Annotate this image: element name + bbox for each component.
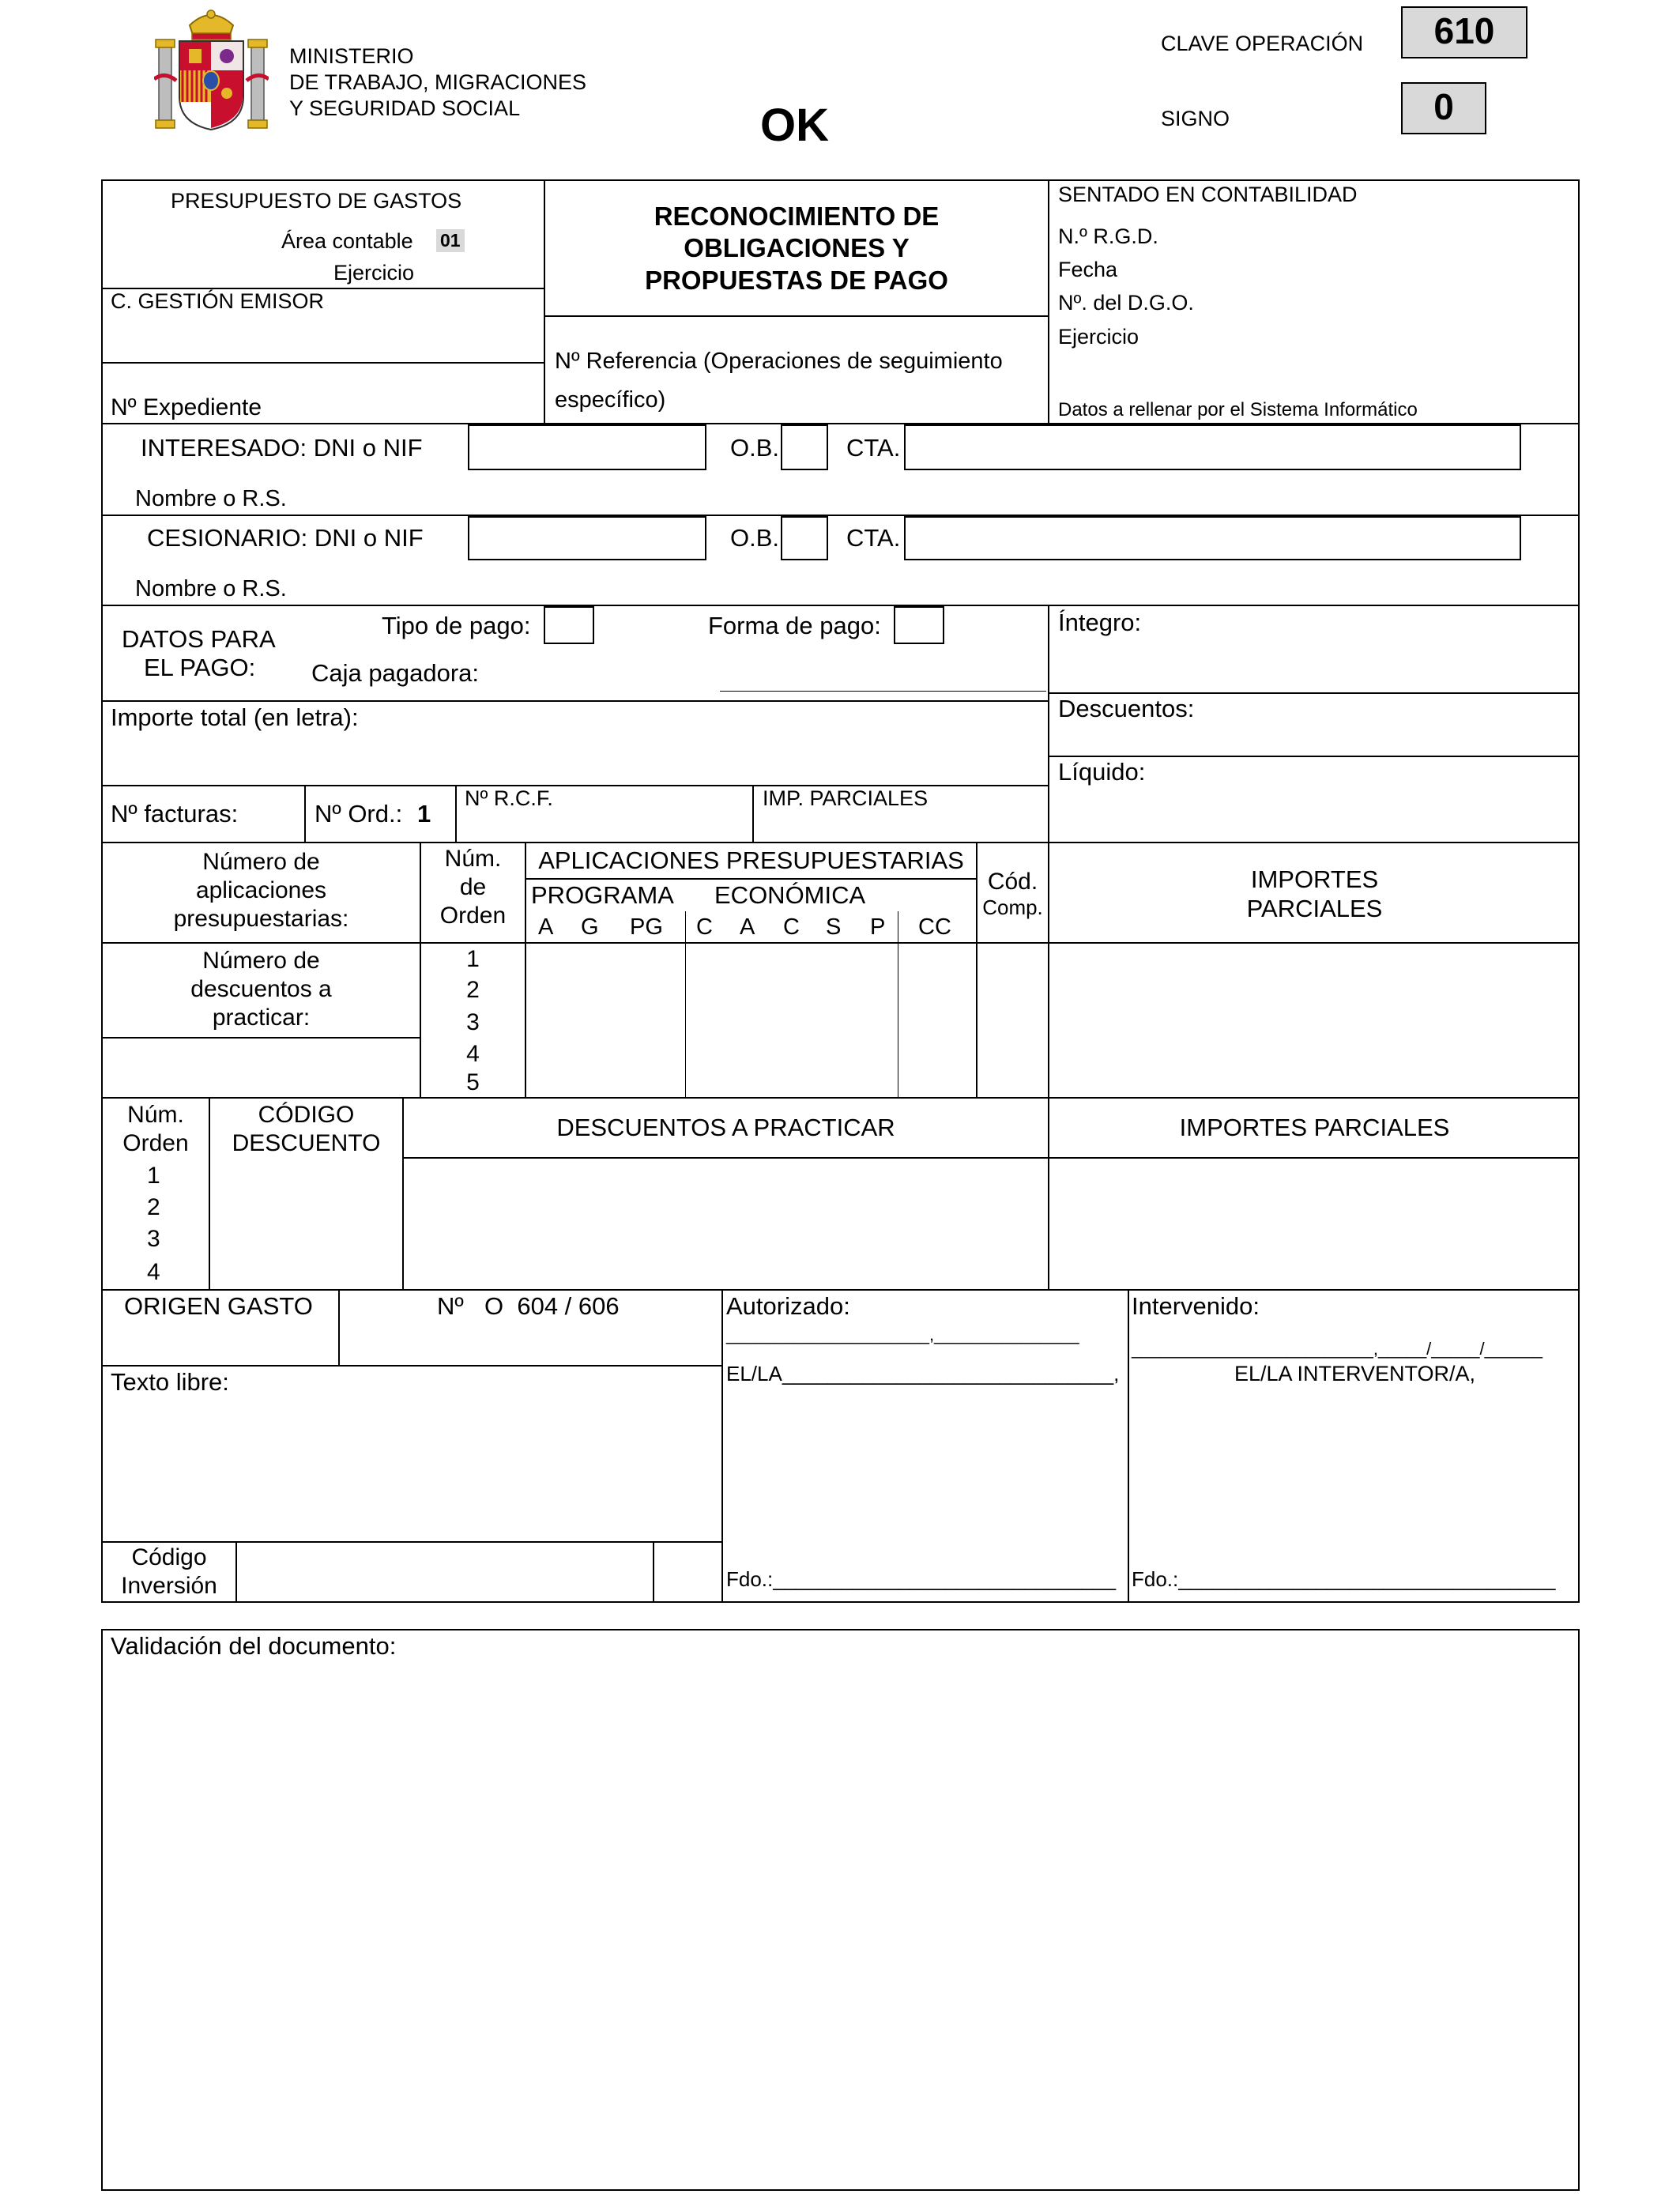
codigo-descuento-label: CÓDIGO DESCUENTO xyxy=(232,1102,381,1156)
col-pg: PG xyxy=(630,914,663,940)
origen-gasto-label: ORIGEN GASTO xyxy=(124,1292,313,1320)
divider xyxy=(685,911,686,1099)
cesionario-dni-input[interactable] xyxy=(468,516,706,560)
col-cc: CC xyxy=(918,914,951,940)
clave-label: CLAVE OPERACIÓN xyxy=(1161,32,1364,55)
num-descuentos-label: Número de descuentos a practicar: xyxy=(190,948,332,1031)
codigo-inversion-label: Código Inversión xyxy=(121,1544,217,1599)
programa-label: PROGRAMA xyxy=(531,881,674,909)
form-title-line-3: PROPUESTAS DE PAGO xyxy=(645,266,948,295)
divider xyxy=(525,842,526,1099)
divider xyxy=(101,1037,420,1039)
signo-value: 0 xyxy=(1401,82,1486,134)
liquido-label: Líquido: xyxy=(1058,758,1146,786)
divider xyxy=(455,785,457,843)
no-label: Nº xyxy=(437,1292,464,1320)
no-value: O 604 / 606 xyxy=(484,1292,620,1320)
aplicaciones-header: APLICACIONES PRESUPUESTARIAS xyxy=(538,846,964,874)
imp-parciales-label: IMP. PARCIALES xyxy=(763,786,929,810)
interesado-cta-label: CTA. xyxy=(846,434,901,462)
aplic-row-5: 5 xyxy=(466,1069,480,1095)
cesionario-cta-label: CTA. xyxy=(846,524,901,552)
cesionario-cta-input[interactable] xyxy=(904,516,1521,560)
num-orden-label: Núm. de Orden xyxy=(439,846,507,929)
desc-importes-label: IMPORTES PARCIALES xyxy=(1179,1114,1450,1141)
forma-pago-label: Forma de pago: xyxy=(708,612,881,639)
clave-value: 610 xyxy=(1401,6,1527,58)
cesionario-ob-input[interactable] xyxy=(781,516,828,560)
divider xyxy=(235,1541,237,1603)
divider xyxy=(101,1541,721,1543)
texto-libre-label: Texto libre: xyxy=(111,1368,229,1396)
caja-pagadora-label: Caja pagadora: xyxy=(311,659,479,687)
col-a: A xyxy=(538,914,554,940)
desc-row-1: 1 xyxy=(147,1163,160,1189)
intervenido-line[interactable]: _________________________,_____/_____/______ xyxy=(1132,1339,1543,1359)
num-aplicaciones-label: Número de aplicaciones presupuestarias: xyxy=(173,849,349,932)
area-contable-label: Área contable xyxy=(281,229,413,253)
ejercicio-label: Ejercicio xyxy=(333,261,415,285)
ejercicio-2-label: Ejercicio xyxy=(1058,325,1139,349)
facturas-label: Nº facturas: xyxy=(111,800,239,827)
presupuesto-label: PRESUPUESTO DE GASTOS xyxy=(171,189,462,213)
caja-pagadora-line[interactable] xyxy=(720,691,1046,692)
gestion-emisor-label: C. GESTIÓN EMISOR xyxy=(111,289,325,313)
fdo-autorizado[interactable]: Fdo.:______________________________ xyxy=(726,1567,1117,1591)
datos-pago-label-1: DATOS PARA xyxy=(122,625,276,653)
divider xyxy=(653,1541,654,1603)
divider xyxy=(101,362,544,364)
form-title-line-2: OBLIGACIONES Y xyxy=(684,233,910,262)
interventor-label: EL/LA INTERVENTOR/A, xyxy=(1234,1362,1476,1385)
area-contable-value: 01 xyxy=(436,229,465,252)
col-g: G xyxy=(581,914,599,940)
el-la-label[interactable]: EL/LA_____________________________, xyxy=(726,1362,1120,1385)
desc-row-4: 4 xyxy=(147,1259,160,1285)
divider xyxy=(721,1289,723,1603)
col-c2: C xyxy=(783,914,800,940)
divider xyxy=(101,700,1048,702)
col-a2: A xyxy=(740,914,755,940)
datos-sistema-label: Datos a rellenar por el Sistema Informático xyxy=(1058,399,1418,420)
descuentos-header: DESCUENTOS A PRACTICAR xyxy=(556,1114,895,1141)
comp-label: Comp. xyxy=(982,895,1043,919)
forma-pago-input[interactable] xyxy=(894,606,944,644)
divider xyxy=(101,942,1580,944)
divider xyxy=(1048,692,1580,694)
expediente-label: Nº Expediente xyxy=(111,394,262,420)
autorizado-line[interactable]: _____________________,_______________ xyxy=(726,1325,1079,1344)
fdo-intervenido[interactable]: Fdo.:_________________________________ xyxy=(1132,1567,1556,1591)
col-c: C xyxy=(696,914,713,940)
intervenido-label: Intervenido: xyxy=(1132,1292,1260,1320)
autorizado-label: Autorizado: xyxy=(726,1292,850,1320)
importes-parciales-label: IMPORTES PARCIALES xyxy=(1246,865,1383,923)
validacion-label: Validación del documento: xyxy=(111,1632,397,1660)
aplic-row-4: 4 xyxy=(466,1041,480,1067)
divider xyxy=(1048,605,1049,843)
divider xyxy=(101,1365,721,1367)
cesionario-ob-label: O.B. xyxy=(730,524,780,552)
economica-label: ECONÓMICA xyxy=(714,881,866,909)
dgo-label: Nº. del D.G.O. xyxy=(1058,291,1194,315)
referencia-label-2: específico) xyxy=(555,387,666,413)
divider xyxy=(1048,179,1049,424)
interesado-dni-input[interactable] xyxy=(468,424,706,470)
ministry-line-1: MINISTERIO xyxy=(289,44,414,68)
referencia-label: Nº Referencia (Operaciones de seguimiento xyxy=(555,349,1003,374)
coat-of-arms-icon xyxy=(154,8,269,133)
col-s: S xyxy=(826,914,842,940)
rcf-label: Nº R.C.F. xyxy=(465,786,553,810)
tipo-pago-input[interactable] xyxy=(544,606,594,644)
datos-pago-label-2: EL PAGO: xyxy=(144,654,256,681)
rgd-label: N.º R.G.D. xyxy=(1058,224,1158,248)
ministry-line-3: Y SEGURIDAD SOCIAL xyxy=(289,96,521,120)
sentado-label: SENTADO EN CONTABILIDAD xyxy=(1058,183,1358,206)
interesado-dni-label: INTERESADO: DNI o NIF xyxy=(141,434,423,462)
divider xyxy=(525,878,976,880)
interesado-ob-input[interactable] xyxy=(781,424,828,470)
status-ok: OK xyxy=(760,100,829,151)
aplic-row-1: 1 xyxy=(466,946,480,972)
form-title-line-1: RECONOCIMIENTO DE xyxy=(654,202,940,231)
divider xyxy=(1128,1289,1129,1603)
ministry-line-2: DE TRABAJO, MIGRACIONES xyxy=(289,70,587,94)
divider xyxy=(544,315,1048,317)
ord-label: Nº Ord.: xyxy=(315,800,403,827)
integro-label: Íntegro: xyxy=(1058,609,1142,636)
validacion-section xyxy=(101,1629,1580,2191)
divider xyxy=(304,785,306,843)
desc-num-orden-label: Núm. Orden xyxy=(122,1102,189,1156)
divider xyxy=(402,1157,1580,1159)
aplic-row-3: 3 xyxy=(466,1009,480,1035)
cesionario-nombre-label: Nombre o R.S. xyxy=(135,576,287,601)
divider xyxy=(338,1289,340,1365)
divider xyxy=(752,785,754,843)
importe-letra-label: Importe total (en letra): xyxy=(111,703,359,731)
aplic-row-2: 2 xyxy=(466,977,480,1003)
interesado-nombre-label: Nombre o R.S. xyxy=(135,486,287,511)
signo-label: SIGNO xyxy=(1161,107,1230,130)
desc-row-2: 2 xyxy=(147,1194,160,1220)
ord-value: 1 xyxy=(417,800,431,827)
fecha-label: Fecha xyxy=(1058,258,1118,281)
col-p: P xyxy=(870,914,886,940)
desc-row-3: 3 xyxy=(147,1226,160,1252)
interesado-ob-label: O.B. xyxy=(730,434,780,462)
descuentos-label: Descuentos: xyxy=(1058,695,1195,722)
interesado-cta-input[interactable] xyxy=(904,424,1521,470)
cod-label: Cód. xyxy=(987,869,1038,895)
divider xyxy=(1048,756,1580,757)
cesionario-dni-label: CESIONARIO: DNI o NIF xyxy=(147,524,424,552)
tipo-pago-label: Tipo de pago: xyxy=(382,612,531,639)
